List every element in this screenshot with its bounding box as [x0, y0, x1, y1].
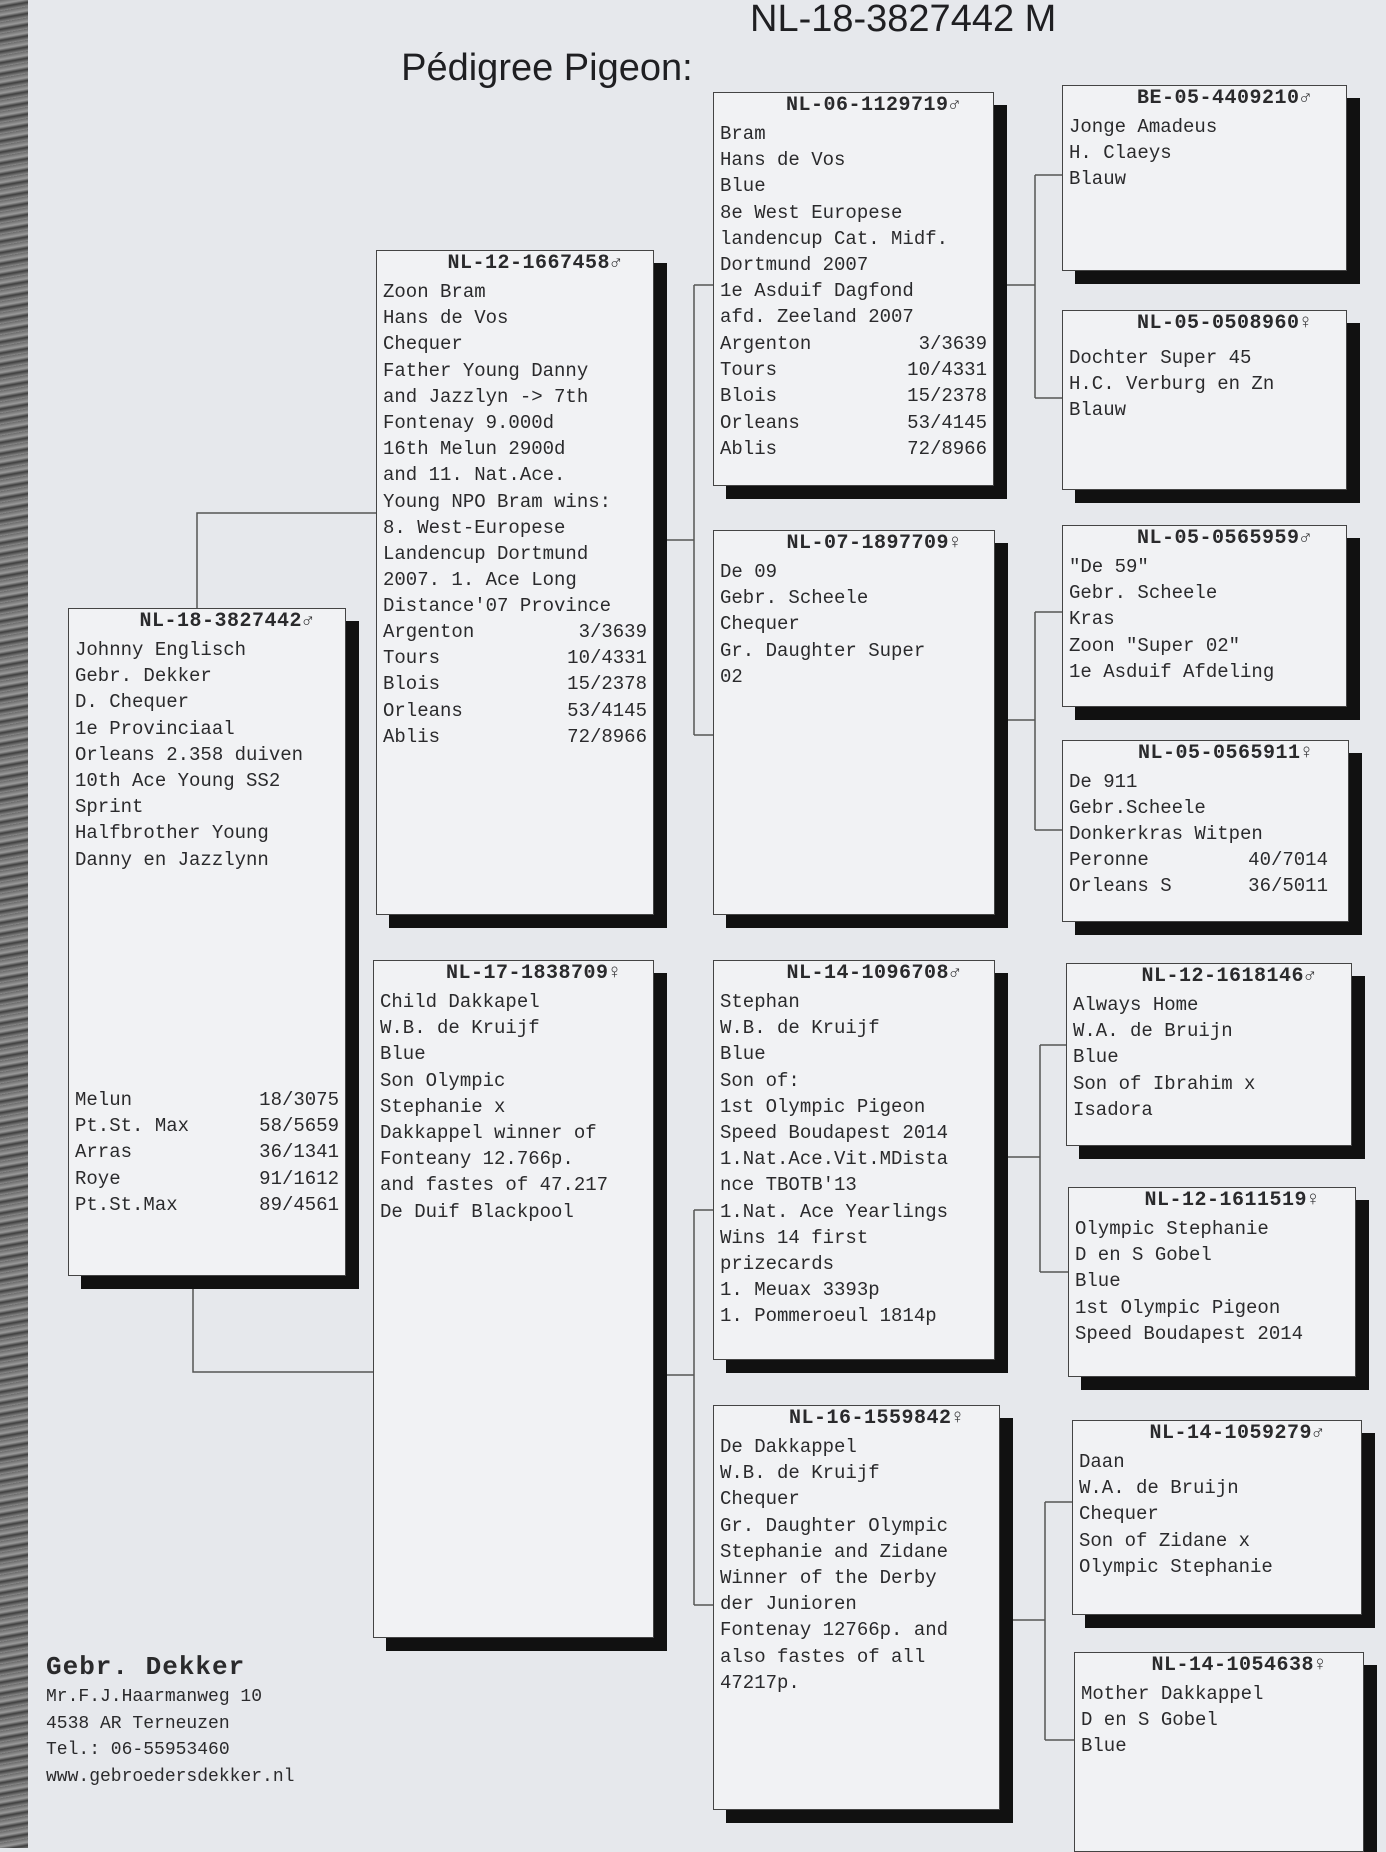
info-line: Hans de Vos — [720, 149, 846, 172]
info-line: 10th Ace Young SS2 — [75, 770, 281, 793]
race-result: 72/8966 — [567, 725, 647, 748]
race-name: Blois — [383, 673, 441, 696]
pigeon-info — [380, 989, 647, 1225]
pigeon-info — [1075, 1216, 1349, 1347]
breeder-name: Gebr. Dekker — [46, 1652, 246, 1682]
info-line: Chequer — [720, 613, 800, 636]
result-row — [75, 1087, 339, 1113]
info-line: Father Young Danny — [383, 359, 589, 382]
info-line: Wins 14 first — [720, 1226, 869, 1249]
info-line: Gebr. Scheele — [1069, 582, 1218, 605]
race-name: Argenton — [720, 333, 812, 355]
info-line: 47217p. — [720, 1671, 800, 1694]
race-results — [1069, 847, 1328, 899]
info-line: Olympic Stephanie — [1075, 1218, 1269, 1240]
race-result: 15/2378 — [567, 673, 647, 696]
info-line: De 911 — [1069, 771, 1138, 793]
info-line: Daan — [1079, 1451, 1125, 1473]
result-row — [383, 698, 647, 724]
race-result: 18/3075 — [259, 1089, 339, 1111]
info-line: Fontenay 9.000d — [383, 412, 555, 435]
info-line: Stephan — [720, 991, 800, 1013]
result-row — [1069, 873, 1328, 899]
info-line: Child Dakkapel — [380, 991, 540, 1013]
race-result: 36/5011 — [1248, 875, 1328, 898]
ring-number: NL-17-1838709♀ — [445, 962, 622, 985]
result-row — [720, 436, 987, 462]
info-line: Chequer — [720, 1488, 800, 1511]
info-line: 1.Nat. Ace Yearlings — [720, 1200, 949, 1223]
result-row — [1069, 847, 1328, 873]
info-line: 8e West Europese — [720, 201, 903, 224]
result-row — [383, 645, 647, 671]
info-line: Halfbrother Young — [75, 822, 269, 845]
pedigree-card-fmf — [1062, 525, 1347, 707]
pigeon-info — [720, 1434, 993, 1696]
breeder-phone: Tel.: 06-55953460 — [46, 1740, 230, 1760]
result-row — [383, 724, 647, 750]
race-name: Ablis — [383, 725, 441, 748]
info-line: Son of Zidane x — [1079, 1529, 1251, 1552]
info-line: nce TBOTB'13 — [720, 1174, 857, 1197]
info-line: 8. West-Europese — [383, 516, 566, 539]
info-line: also fastes of all — [720, 1645, 926, 1668]
info-line: Dortmund 2007 — [720, 254, 869, 277]
race-name: Argenton — [383, 621, 475, 643]
pigeon-info — [1069, 554, 1340, 685]
pedigree-card-fmm — [1062, 740, 1349, 922]
info-line: Blue — [1081, 1735, 1127, 1758]
info-line: Gebr. Scheele — [720, 587, 869, 610]
pedigree-card-mfm — [1068, 1187, 1356, 1377]
ring-number: NL-05-0508960♀ — [1136, 312, 1313, 335]
info-line: "De 59" — [1069, 556, 1149, 578]
race-name: Arras — [75, 1141, 133, 1164]
info-line: Always Home — [1073, 994, 1199, 1016]
info-line: De Duif Blackpool — [380, 1200, 574, 1223]
race-name: Blois — [720, 385, 778, 408]
result-row — [383, 619, 647, 645]
title-ring-number: NL-18-3827442 M — [750, 0, 1057, 40]
pigeon-info — [75, 637, 339, 873]
info-line: Blue — [1073, 1046, 1119, 1069]
race-result: 53/4145 — [567, 699, 647, 722]
info-line: and 11. Nat.Ace. — [383, 464, 566, 487]
breeder-city: 4538 AR Terneuzen — [46, 1713, 230, 1734]
info-line: Blauw — [1069, 399, 1127, 422]
info-line: 1.Nat.Ace.Vit.MDista — [720, 1148, 949, 1171]
info-line: Gr. Daughter Super — [720, 639, 926, 662]
pedigree-card-mother-father — [713, 960, 995, 1360]
info-line: Son of Ibrahim x — [1073, 1072, 1256, 1095]
info-line: Blue — [720, 175, 766, 198]
pigeon-info — [1081, 1681, 1357, 1760]
info-line: Olympic Stephanie — [1079, 1555, 1273, 1578]
info-line: Stephanie x — [380, 1095, 506, 1118]
result-row — [720, 410, 987, 436]
info-line: Kras — [1069, 608, 1115, 631]
info-line: Johnny Englisch — [75, 639, 247, 661]
info-line: W.B. de Kruijf — [720, 1462, 880, 1485]
info-line: afd. Zeeland 2007 — [720, 306, 914, 329]
info-line: Fonteany 12.766p. — [380, 1148, 574, 1171]
race-result: 91/1612 — [259, 1167, 339, 1190]
breeder-contact — [46, 1650, 294, 1790]
info-line: Dakkappel winner of — [380, 1122, 597, 1145]
pedigree-card-mother — [373, 960, 654, 1638]
info-line: D en S Gobel — [1081, 1709, 1218, 1732]
info-line: der Junioren — [720, 1593, 857, 1616]
info-line: 1. Meuax 3393p — [720, 1279, 880, 1302]
info-line: 2007. 1. Ace Long — [383, 569, 577, 592]
info-line: Blue — [380, 1043, 426, 1066]
race-result: 89/4561 — [259, 1193, 339, 1216]
ring-number: NL-12-1611519♀ — [1144, 1189, 1320, 1212]
ring-number: NL-18-3827442♂ — [139, 610, 315, 633]
result-row — [75, 1192, 339, 1218]
info-line: Chequer — [1079, 1503, 1159, 1526]
race-result: 40/7014 — [1248, 849, 1328, 871]
info-line: De Dakkappel — [720, 1436, 857, 1458]
info-line: H. Claeys — [1069, 142, 1172, 165]
info-line: Gr. Daughter Olympic — [720, 1514, 949, 1537]
title-label: Pédigree Pigeon: — [401, 47, 693, 89]
result-row — [383, 671, 647, 697]
race-name: Pt.St.Max — [75, 1193, 178, 1216]
info-line: Speed Boudapest 2014 — [1075, 1322, 1304, 1345]
info-line: Orleans 2.358 duiven — [75, 743, 304, 766]
info-line: Winner of the Derby — [720, 1567, 937, 1590]
race-result: 15/2378 — [907, 385, 987, 408]
ring-number: NL-14-1054638♀ — [1151, 1654, 1327, 1677]
race-results — [383, 619, 647, 750]
info-line: W.A. de Bruijn — [1079, 1477, 1239, 1500]
info-line: Danny en Jazzlynn — [75, 848, 269, 871]
info-line: 1. Pommeroeul 1814p — [720, 1305, 937, 1328]
ring-number: NL-14-1096708♂ — [786, 962, 962, 985]
pedigree-card-father-mother — [713, 530, 995, 915]
pedigree-card-subject — [68, 608, 346, 1276]
pigeon-info — [1069, 345, 1340, 424]
race-result: 36/1341 — [259, 1141, 339, 1164]
pigeon-info — [383, 279, 647, 620]
breeder-website: www.gebroedersdekker.nl — [46, 1766, 295, 1787]
race-name: Orleans S — [1069, 875, 1172, 898]
info-line: Gebr.Scheele — [1069, 797, 1206, 820]
info-line: 16th Melun 2900d — [383, 438, 566, 461]
ring-number: NL-05-0565911♀ — [1137, 742, 1314, 765]
ring-number: BE-05-4409210♂ — [1136, 87, 1313, 110]
info-line: Son of: — [720, 1069, 800, 1092]
race-result: 10/4331 — [567, 647, 647, 670]
race-result: 72/8966 — [907, 437, 987, 460]
info-line: Landencup Dortmund — [383, 543, 589, 566]
race-name: Orleans — [383, 699, 463, 722]
info-line: landencup Cat. Midf. — [720, 227, 949, 250]
ring-number: NL-06-1129719♂ — [785, 94, 962, 117]
info-line: Hans de Vos — [383, 307, 509, 330]
info-line: Sprint — [75, 796, 144, 819]
info-line: Blue — [1075, 1270, 1121, 1293]
info-line: H.C. Verburg en Zn — [1069, 373, 1275, 396]
race-name: Roye — [75, 1167, 121, 1190]
info-line: D. Chequer — [75, 691, 190, 714]
info-line: 1e Asduif Dagfond — [720, 280, 914, 303]
ring-number: NL-12-1618146♂ — [1141, 965, 1317, 988]
race-result: 3/3639 — [918, 333, 987, 355]
result-row — [75, 1139, 339, 1165]
info-line: and Jazzlyn -> 7th — [383, 385, 589, 408]
pigeon-info — [1069, 114, 1340, 193]
info-line: Isadora — [1073, 1098, 1153, 1121]
info-line: Chequer — [383, 333, 463, 356]
info-line: Speed Boudapest 2014 — [720, 1122, 949, 1145]
pigeon-info — [720, 989, 988, 1330]
info-line: W.A. de Bruijn — [1073, 1020, 1233, 1043]
pedigree-card-ffm — [1062, 310, 1347, 490]
race-name: Melun — [75, 1089, 133, 1111]
info-line: De 09 — [720, 561, 778, 583]
result-row — [75, 1113, 339, 1139]
info-line: Bram — [720, 123, 766, 145]
race-name: Tours — [720, 359, 778, 382]
result-row — [720, 383, 987, 409]
info-line: Donkerkras Witpen — [1069, 823, 1263, 846]
info-line: Dochter Super 45 — [1069, 347, 1252, 369]
info-line: Zoon "Super 02" — [1069, 634, 1241, 657]
info-line: 1st Olympic Pigeon — [1075, 1296, 1281, 1319]
pedigree-card-father-father — [713, 92, 994, 486]
race-name: Orleans — [720, 411, 800, 434]
race-name: Ablis — [720, 437, 778, 460]
ring-number: NL-16-1559842♀ — [788, 1407, 965, 1430]
info-line: Young NPO Bram wins: — [383, 490, 612, 513]
race-name: Pt.St. Max — [75, 1115, 190, 1138]
info-line: Blue — [720, 1043, 766, 1066]
race-result: 53/4145 — [907, 411, 987, 434]
info-line: Son Olympic — [380, 1069, 506, 1092]
info-line: Mother Dakkappel — [1081, 1683, 1264, 1705]
race-results — [75, 1087, 339, 1218]
race-result: 3/3639 — [578, 621, 647, 643]
info-line: prizecards — [720, 1253, 835, 1276]
ring-number: NL-05-0565959♂ — [1136, 527, 1313, 550]
result-row — [75, 1166, 339, 1192]
pigeon-info — [1073, 992, 1345, 1123]
info-line: 1e Asduif Afdeling — [1069, 660, 1275, 683]
info-line: D en S Gobel — [1075, 1244, 1212, 1267]
info-line: Zoon Bram — [383, 281, 486, 303]
race-name: Peronne — [1069, 849, 1149, 871]
info-line: Fontenay 12766p. and — [720, 1619, 949, 1642]
ring-number: NL-14-1059279♂ — [1149, 1422, 1325, 1445]
pedigree-card-mother-mother — [713, 1405, 1000, 1810]
pedigree-card-fff — [1062, 85, 1347, 271]
info-line: 02 — [720, 665, 743, 688]
pigeon-info — [1069, 769, 1342, 848]
info-line: Gebr. Dekker — [75, 665, 212, 688]
result-row — [720, 357, 987, 383]
info-line: Blauw — [1069, 168, 1127, 191]
breeder-address: Mr.F.J.Haarmanweg 10 — [46, 1687, 263, 1707]
race-name: Tours — [383, 647, 441, 670]
info-line: W.B. de Kruijf — [380, 1017, 540, 1040]
info-line: 1e Provinciaal — [75, 717, 235, 740]
result-row — [720, 331, 987, 357]
info-line: and fastes of 47.217 — [380, 1174, 609, 1197]
info-line: Jonge Amadeus — [1069, 116, 1218, 138]
race-result: 58/5659 — [259, 1115, 339, 1138]
ring-number: NL-07-1897709♀ — [786, 532, 962, 555]
pigeon-info — [720, 121, 987, 331]
ring-number: NL-12-1667458♂ — [447, 252, 623, 275]
pedigree-card-mmf — [1072, 1420, 1362, 1615]
pedigree-card-father — [376, 250, 654, 915]
info-line: Stephanie and Zidane — [720, 1540, 949, 1563]
pedigree-card-mff — [1066, 963, 1352, 1146]
pigeon-info — [1079, 1449, 1355, 1580]
race-results — [720, 331, 987, 462]
info-line: 1st Olympic Pigeon — [720, 1095, 926, 1118]
info-line: Distance'07 Province — [383, 595, 612, 618]
info-line: W.B. de Kruijf — [720, 1017, 880, 1040]
pedigree-card-mmm — [1074, 1652, 1364, 1852]
pigeon-info — [720, 559, 988, 690]
race-result: 10/4331 — [907, 359, 987, 382]
